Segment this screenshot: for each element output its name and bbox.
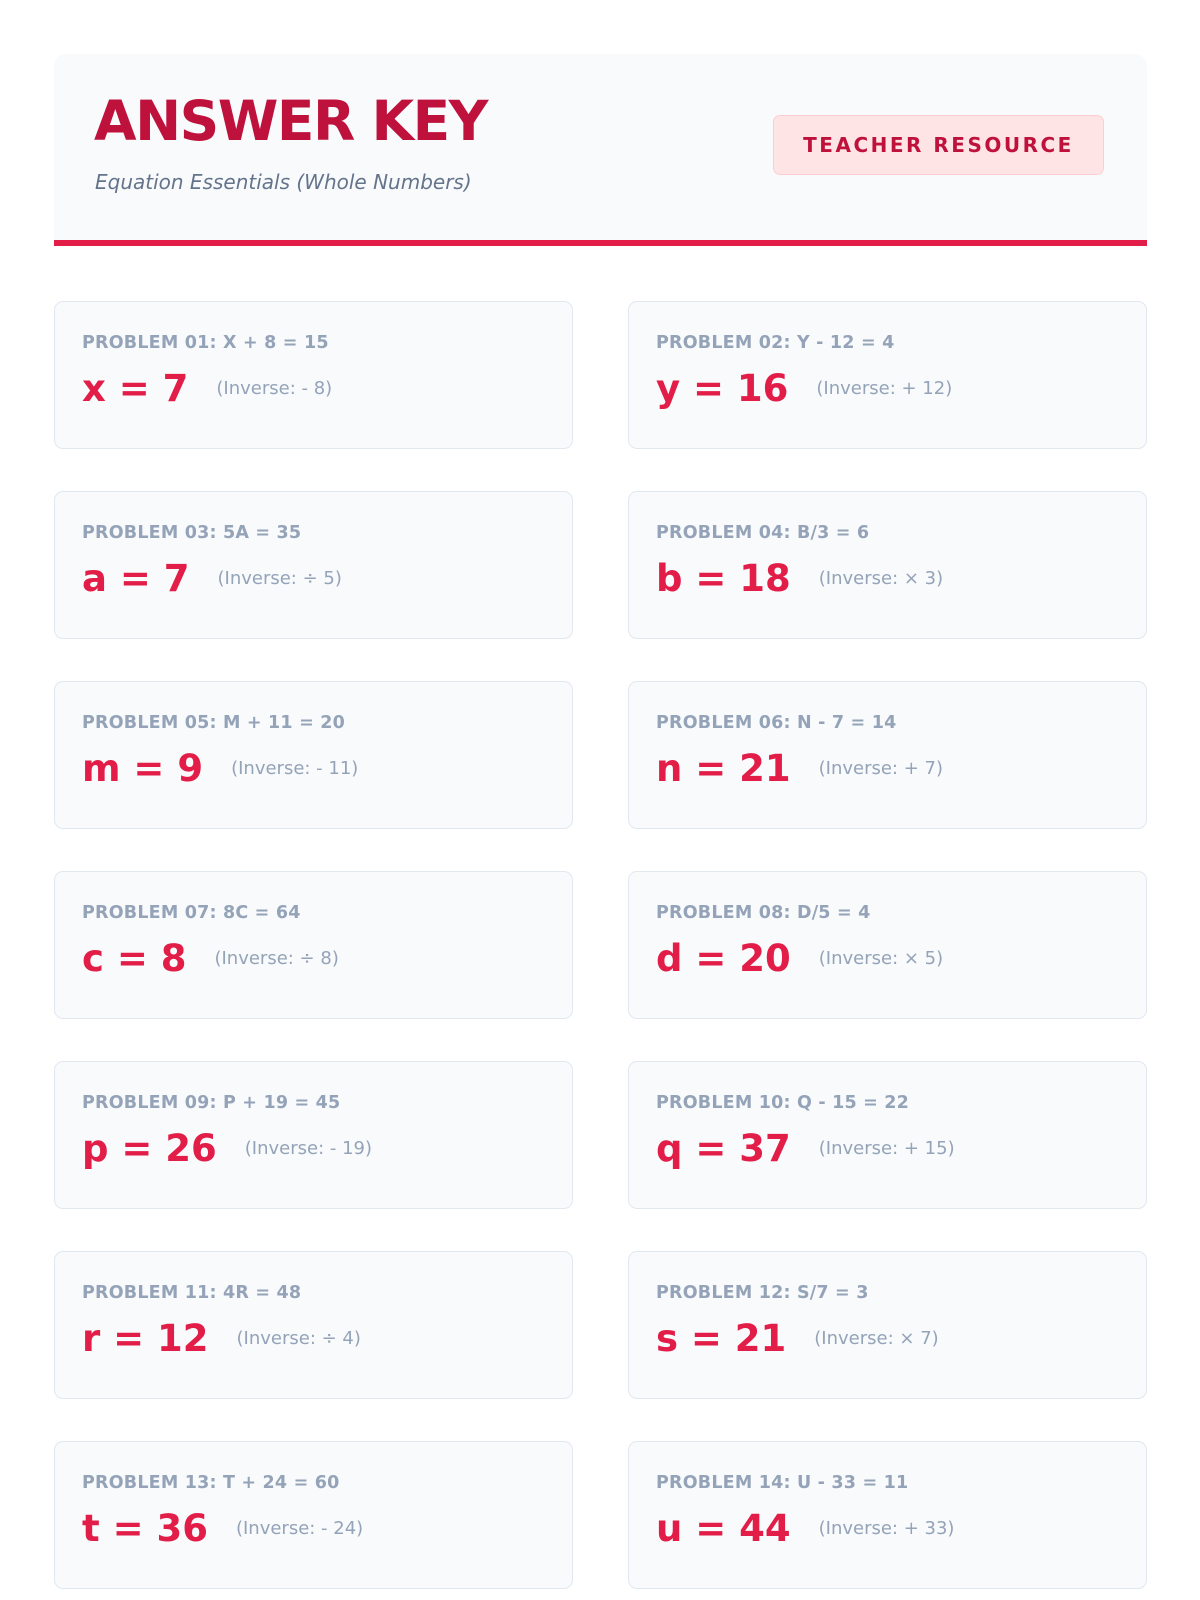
problem-label: PROBLEM 06: N - 7 = 14 <box>656 713 897 733</box>
problem-answer: c = 8 <box>82 937 187 980</box>
inverse-note: (Inverse: - 24) <box>235 1518 364 1539</box>
problem-label: PROBLEM 14: U - 33 = 11 <box>656 1473 909 1493</box>
inverse-note: (Inverse: + 7) <box>818 758 943 779</box>
problem-answer: p = 26 <box>82 1127 217 1170</box>
problem-card <box>628 301 1147 449</box>
answer-row <box>82 557 545 600</box>
problem-answer: t = 36 <box>82 1507 208 1550</box>
inverse-note: (Inverse: + 33) <box>818 1518 955 1539</box>
problem-label: PROBLEM 07: 8C = 64 <box>82 903 301 923</box>
inverse-note: (Inverse: - 19) <box>244 1138 372 1159</box>
problem-answer: u = 44 <box>656 1507 791 1550</box>
problem-answer: q = 37 <box>656 1127 791 1170</box>
problem-label: PROBLEM 05: M + 11 = 20 <box>82 713 345 733</box>
problem-card <box>54 1061 573 1209</box>
problem-grid <box>54 301 1147 1589</box>
problem-label: PROBLEM 08: D/5 = 4 <box>656 903 871 923</box>
problem-answer: r = 12 <box>82 1317 209 1360</box>
page-title: ANSWER KEY <box>94 89 487 153</box>
problem-card <box>628 491 1147 639</box>
inverse-note: (Inverse: × 7) <box>814 1328 939 1349</box>
problem-card <box>54 1251 573 1399</box>
answer-row <box>656 747 1119 790</box>
problem-answer: d = 20 <box>656 937 791 980</box>
answer-row <box>82 367 545 410</box>
problem-card <box>628 681 1147 829</box>
problem-card <box>54 1441 573 1589</box>
problem-label: PROBLEM 10: Q - 15 = 22 <box>656 1093 910 1113</box>
problem-card <box>54 301 573 449</box>
inverse-note: (Inverse: - 11) <box>231 758 359 779</box>
inverse-note: (Inverse: + 15) <box>818 1138 955 1159</box>
problem-label: PROBLEM 11: 4R = 48 <box>82 1283 302 1303</box>
problem-card <box>54 491 573 639</box>
answer-row <box>656 1317 1119 1360</box>
problem-answer: x = 7 <box>82 367 189 410</box>
inverse-note: (Inverse: + 12) <box>816 378 953 399</box>
problem-card <box>54 681 573 829</box>
problem-answer: s = 21 <box>656 1317 787 1360</box>
problem-card <box>628 1441 1147 1589</box>
problem-label: PROBLEM 02: Y - 12 = 4 <box>656 333 895 353</box>
problem-card <box>628 871 1147 1019</box>
problem-answer: n = 21 <box>656 747 791 790</box>
problem-answer: m = 9 <box>82 747 204 790</box>
answer-row <box>656 1127 1119 1170</box>
problem-label: PROBLEM 01: X + 8 = 15 <box>82 333 329 353</box>
problem-label: PROBLEM 09: P + 19 = 45 <box>82 1093 341 1113</box>
inverse-note: (Inverse: - 8) <box>216 378 333 399</box>
page-subtitle: Equation Essentials (Whole Numbers) <box>95 170 472 194</box>
problem-answer: b = 18 <box>656 557 791 600</box>
teacher-resource-badge: TEACHER RESOURCE <box>773 115 1104 175</box>
answer-row <box>82 1507 545 1550</box>
answer-row <box>82 1317 545 1360</box>
problem-card <box>628 1061 1147 1209</box>
problem-label: PROBLEM 04: B/3 = 6 <box>656 523 870 543</box>
inverse-note: (Inverse: × 5) <box>818 948 944 969</box>
answer-key-header <box>54 54 1147 246</box>
problem-label: PROBLEM 13: T + 24 = 60 <box>82 1473 340 1493</box>
inverse-note: (Inverse: ÷ 4) <box>236 1328 361 1349</box>
answer-row <box>656 557 1119 600</box>
inverse-note: (Inverse: ÷ 5) <box>217 568 342 589</box>
problem-answer: a = 7 <box>82 557 190 600</box>
answer-row <box>656 367 1119 410</box>
answer-row <box>82 1127 545 1170</box>
inverse-note: (Inverse: ÷ 8) <box>214 948 339 969</box>
answer-row <box>82 747 545 790</box>
problem-card <box>54 871 573 1019</box>
inverse-note: (Inverse: × 3) <box>818 568 944 589</box>
problem-card <box>628 1251 1147 1399</box>
problem-answer: y = 16 <box>656 367 789 410</box>
problem-label: PROBLEM 03: 5A = 35 <box>82 523 302 543</box>
answer-row <box>82 937 545 980</box>
problem-label: PROBLEM 12: S/7 = 3 <box>656 1283 869 1303</box>
answer-row <box>656 937 1119 980</box>
answer-row <box>656 1507 1119 1550</box>
